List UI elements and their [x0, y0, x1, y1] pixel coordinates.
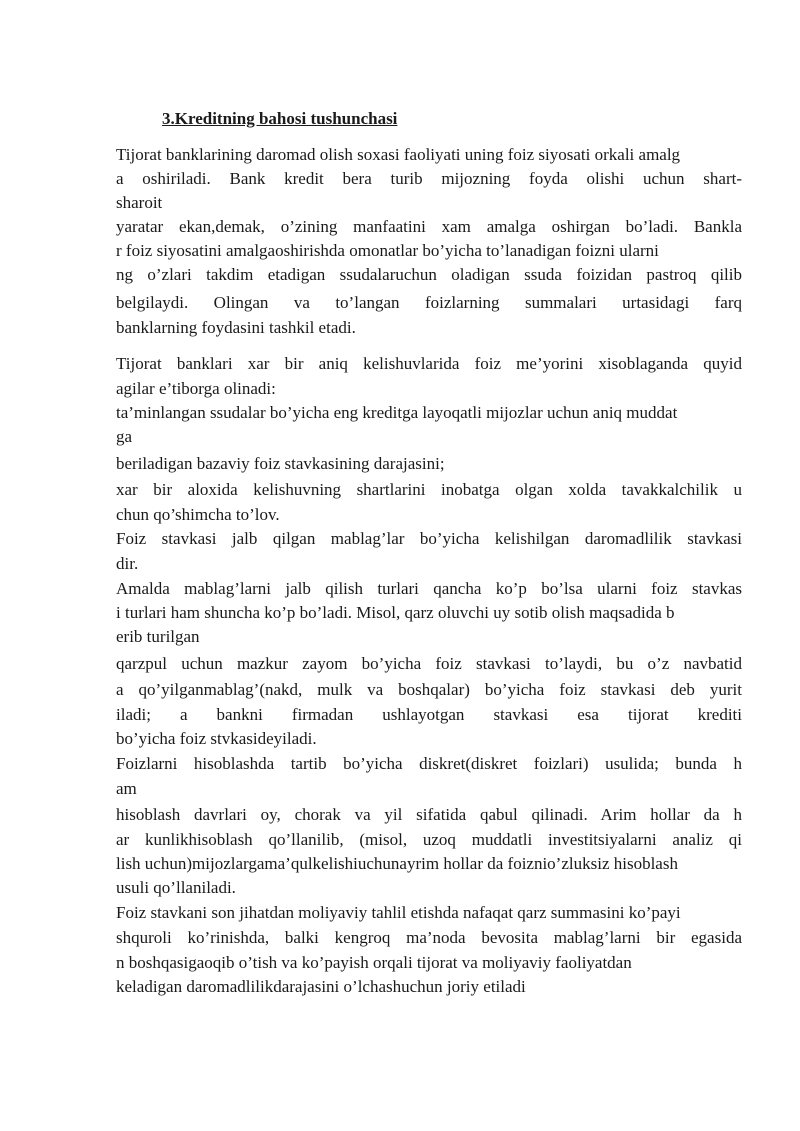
text-line: ta’minlangan ssudalar bo’yicha eng kreditga layoqatli mijozlar uchun aniq muddat: [116, 403, 678, 422]
text-line: iladi; a bankni firmadan ushlayotgan stavkasi esa tijorat krediti: [116, 705, 742, 724]
text-line: usuli qo’llaniladi.: [116, 878, 236, 897]
text-line: am: [116, 779, 137, 798]
text-line: ga: [116, 427, 133, 446]
text-line: Tijorat banklari xar bir aniq kelishuvlarida foiz me’yorini xisoblaganda quyid: [116, 354, 742, 373]
text-line: xar bir aloxida kelishuvning shartlarini inobatga olgan xolda tavakkalchilik u: [116, 480, 742, 499]
text-line: belgilaydi. Olingan va to’langan foizlarning summalari urtasidagi farq: [116, 293, 742, 312]
text-line: ng o’zlari takdim etadigan ssudalaruchun oladigan ssuda foizidan pastroq qilib: [116, 265, 742, 284]
section-heading: 3.Kreditning bahosi tushunchasi: [162, 109, 398, 128]
text-line: agilar e’tiborga olinadi:: [116, 379, 276, 398]
text-line: r foiz siyosatini amalgaoshirishda omonatlar bo’yicha to’lanadigan foizni ularni: [116, 241, 659, 260]
text-line: a qo’yilganmablag’(nakd, mulk va boshqalar) bo’yicha foiz stavkasi deb yurit: [116, 680, 742, 699]
text-line: a oshiriladi. Bank kredit bera turib mijozning foyda olishi uchun shart-: [116, 169, 742, 188]
text-line: ar kunlikhisoblash qo’llanilib, (misol, uzoq muddatli investitsiyalarni analiz qi: [116, 830, 742, 849]
text-line: lish uchun)mijozlargama’qulkelishiuchunayrim hollar da foiznio’zluksiz hisoblash: [116, 854, 678, 873]
text-line: dir.: [116, 554, 139, 573]
text-line: sharoit: [116, 193, 163, 212]
text-line: n boshqasigaoqib o’tish va ko’payish orqali tijorat va moliyaviy faoliyatdan: [116, 953, 632, 972]
text-line: Foizlarni hisoblashda tartib bo’yicha diskret(diskret foizlari) usulida; bunda h: [116, 754, 742, 773]
text-line: yaratar ekan,demak, o’zining manfaatini xam amalga oshirgan bo’ladi. Bankla: [116, 217, 742, 236]
text-line: Foiz stavkani son jihatdan moliyaviy tahlil etishda nafaqat qarz summasini ko’payi: [116, 903, 681, 922]
text-line: erib turilgan: [116, 627, 200, 646]
text-line: Foiz stavkasi jalb qilgan mablag’lar bo’yicha kelishilgan daromadlilik stavkasi: [116, 529, 742, 548]
text-line: Amalda mablag’larni jalb qilish turlari qancha ko’p bo’lsa ularni foiz stavkas: [116, 579, 742, 598]
text-line: keladigan daromadlilikdarajasini o’lchashuchun joriy etiladi: [116, 977, 526, 996]
text-line: qarzpul uchun mazkur zayom bo’yicha foiz stavkasi to’laydi, bu o’z navbatid: [116, 654, 742, 673]
text-line: banklarning foydasini tashkil etadi.: [116, 318, 356, 337]
text-line: bo’yicha foiz stvkasideyiladi.: [116, 729, 317, 748]
text-line: beriladigan bazaviy foiz stavkasining darajasini;: [116, 454, 445, 473]
text-line: Tijorat banklarining daromad olish soxasi faoliyati uning foiz siyosati orkali amalg: [116, 145, 681, 164]
text-line: shquroli ko’rinishda, balki kengroq ma’noda bevosita mablag’larni bir egasida: [116, 928, 742, 947]
text-line: i turlari ham shuncha ko’p bo’ladi. Misol, qarz oluvchi uy sotib olish maqsadida b: [116, 603, 675, 622]
text-line: hisoblash davrlari oy, chorak va yil sifatida qabul qilinadi. Arim hollar da h: [116, 805, 742, 824]
text-line: chun qo’shimcha to’lov.: [116, 505, 280, 524]
